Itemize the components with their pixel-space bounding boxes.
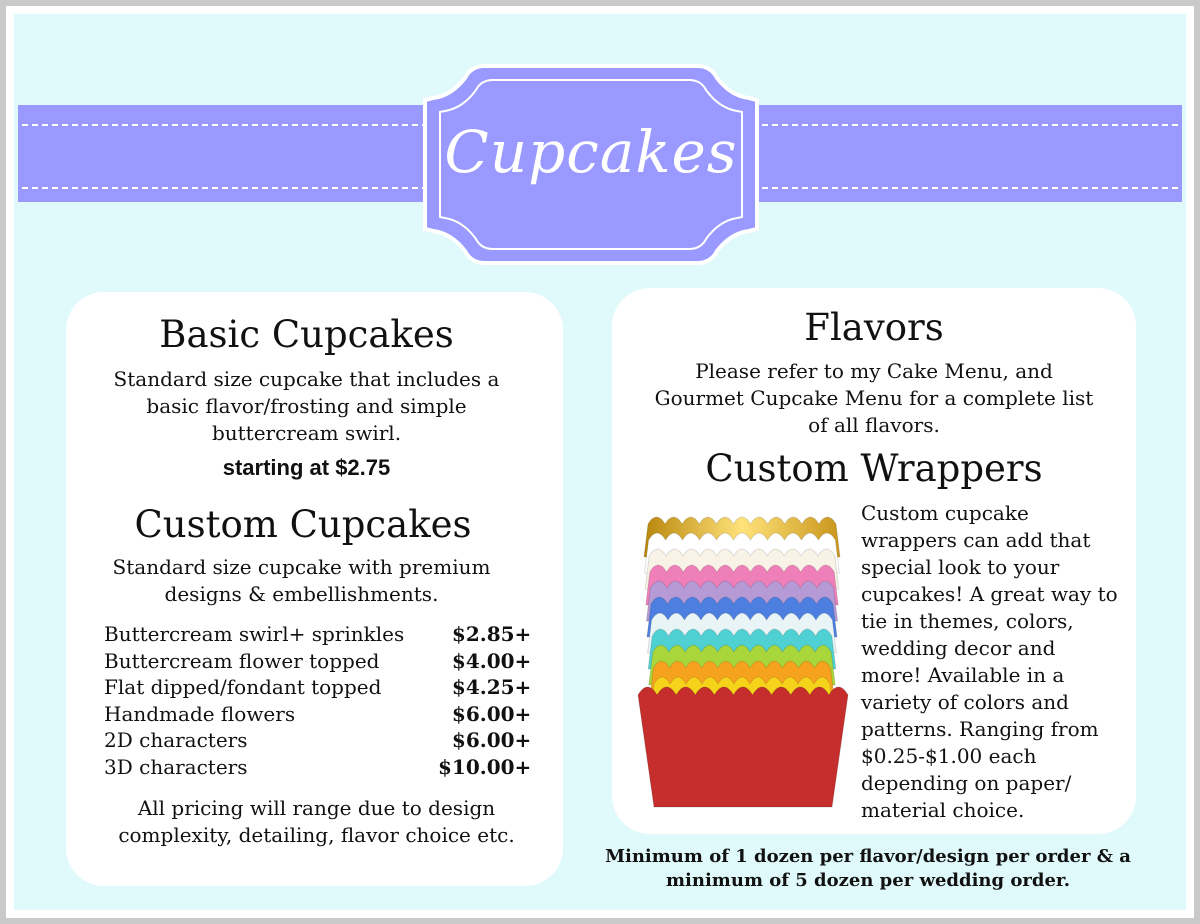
price-row [104, 754, 531, 781]
flavors-description: Please refer to my Cake Menu, and Gourmet Cupcake Menu for a complete list of all flavors. [654, 359, 1094, 437]
item-price: $10.00+ [438, 754, 532, 779]
cupcake-wrappers-image [636, 497, 851, 815]
custom-price-list [104, 621, 531, 780]
custom-wrappers-heading: Custom Wrappers [705, 447, 1043, 490]
item-price: $6.00+ [451, 701, 532, 726]
basic-cupcakes-heading: Basic Cupcakes [159, 313, 454, 356]
flavors-heading: Flavors [804, 306, 944, 349]
pricing-note: All pricing will range due to design complexity, detailing, flavor choice etc. [118, 796, 515, 847]
wrappers-description: Custom cupcake wrappers can add that special look to your cupcakes! A great way to tie in themes, colors, wedding decor and more! Available in a variety of colors and patterns. Ranging from $0.25-$1.00 each depending on paper/ material choice. [861, 501, 1118, 822]
basic-cupcakes-price: starting at $2.75 [222, 455, 391, 480]
custom-cupcakes-heading: Custom Cupcakes [134, 503, 472, 546]
item-name: 2D characters [104, 728, 248, 753]
item-name: Handmade flowers [104, 701, 296, 726]
minimum-order-note: Minimum of 1 dozen per flavor/design per order & a minimum of 5 dozen per wedding order. [605, 846, 1131, 891]
item-name: 3D characters [104, 754, 248, 779]
item-name: Buttercream flower topped [104, 648, 380, 673]
price-row [104, 648, 531, 675]
banner-title: Cupcakes [444, 118, 738, 186]
wrapper-front [638, 687, 848, 807]
price-row [104, 621, 531, 648]
price-row [104, 727, 531, 754]
item-name: Flat dipped/fondant topped [104, 675, 382, 700]
custom-cupcakes-description: Standard size cupcake with premium designs & embellishments. [112, 555, 491, 606]
item-price: $2.85+ [451, 622, 532, 647]
item-price: $4.25+ [451, 675, 532, 700]
item-price: $4.00+ [451, 648, 532, 673]
price-row [104, 674, 531, 701]
item-name: Buttercream swirl+ sprinkles [104, 622, 405, 647]
item-price: $6.00+ [451, 728, 532, 753]
basic-cupcakes-description: Standard size cupcake that includes a basic flavor/frosting and simple buttercream swirl. [113, 367, 500, 445]
price-row [104, 701, 531, 728]
